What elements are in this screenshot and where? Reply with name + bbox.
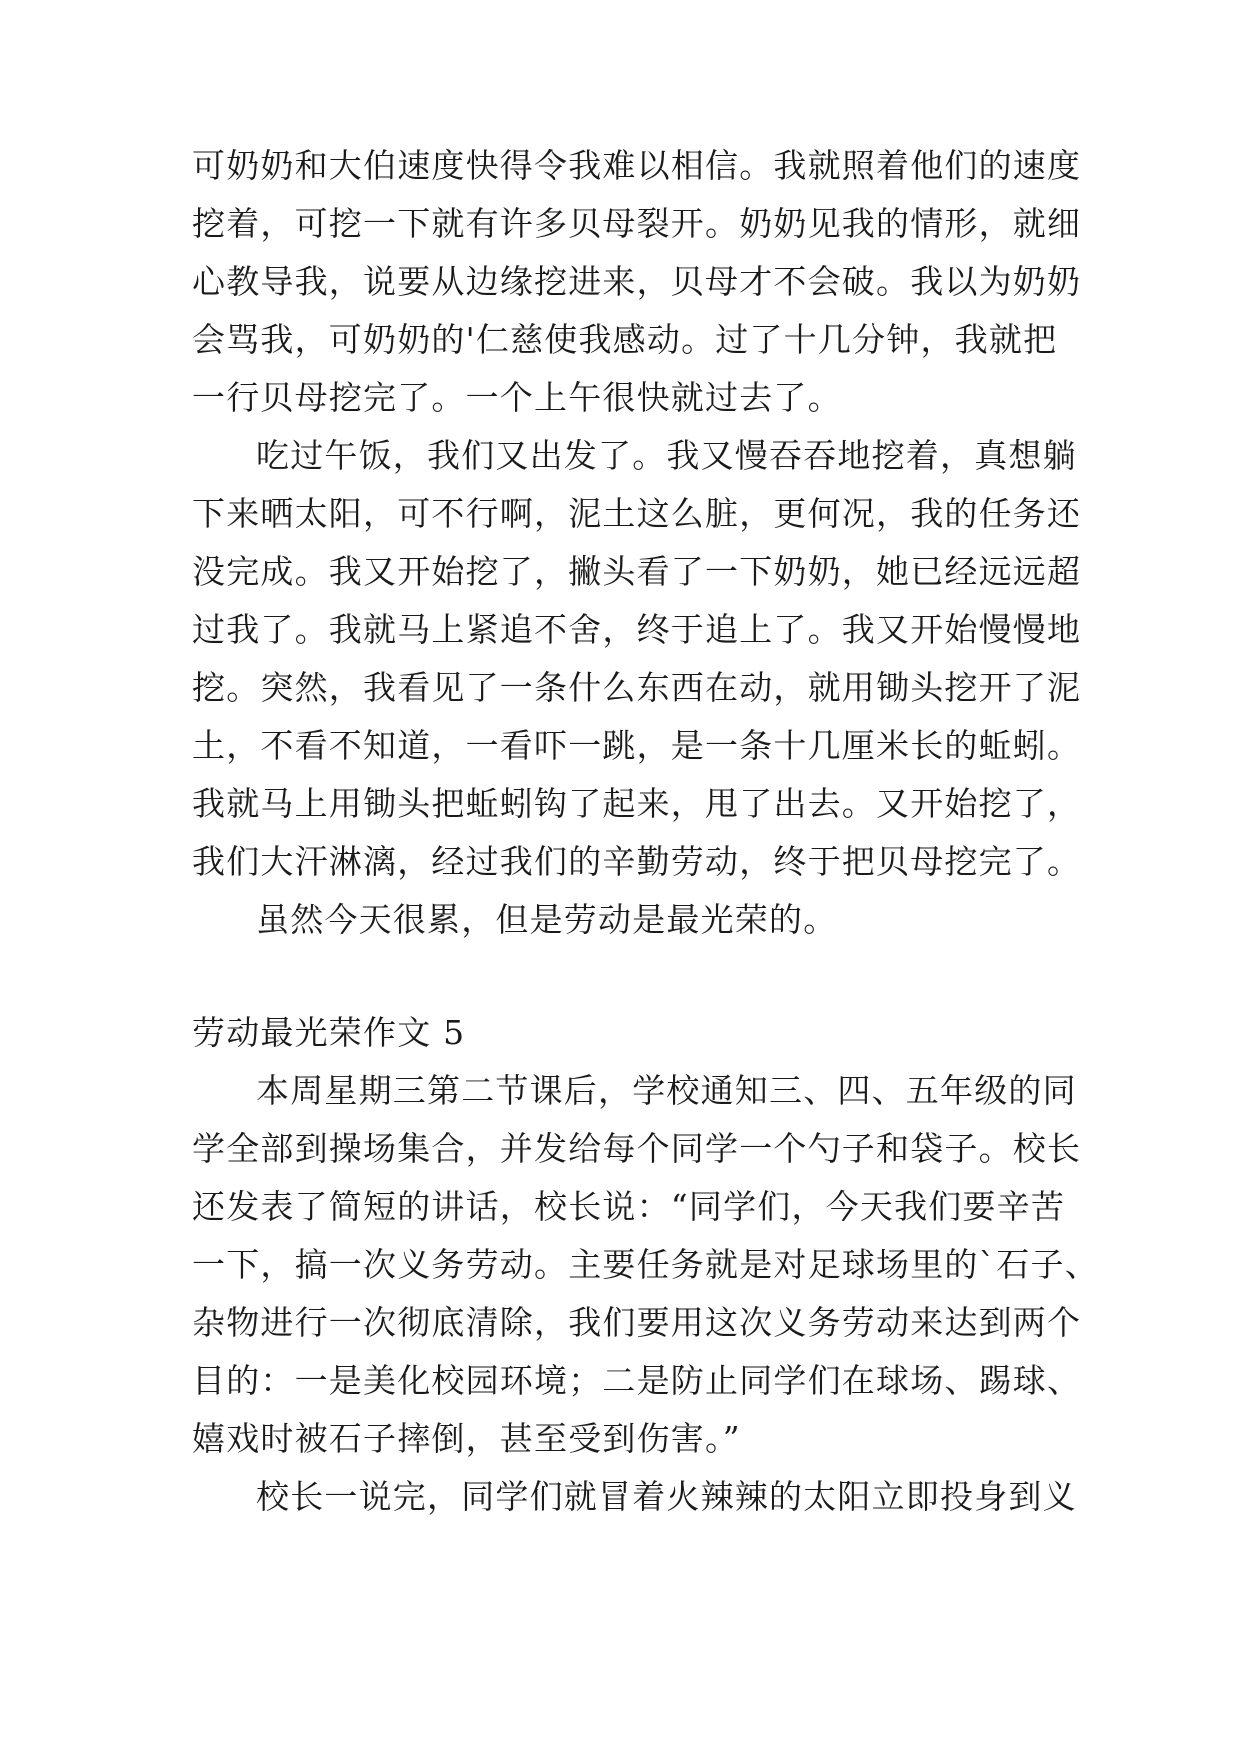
paragraph-line: 吃过午饭，我们又出发了。我又慢吞吞地挖着，真想躺 [256, 436, 1077, 475]
paragraph-line: 虽然今天很累，但是劳动是最光荣的。 [256, 900, 838, 939]
paragraph-line: 心教导我，说要从边缘挖进来，贝母才不会破。我以为奶奶 [192, 262, 1082, 301]
paragraph-line: 本周星期三第二节课后，学校通知三、四、五年级的同 [256, 1071, 1077, 1110]
paragraph-line: 下来晒太阳，可不行啊，泥土这么脏，更何况，我的任务还 [192, 494, 1082, 533]
paragraph-line: 我就马上用锄头把蚯蚓钩了起来，甩了出去。又开始挖了， [192, 784, 1082, 823]
paragraph-line: 可奶奶和大伯速度快得令我难以相信。我就照着他们的速度 [192, 146, 1082, 185]
paragraph-line: 杂物进行一次彻底清除，我们要用这次义务劳动来达到两个 [192, 1303, 1082, 1342]
paragraph-line: 会骂我，可奶奶的'仁慈使我感动。过了十几分钟，我就把 [192, 320, 1058, 359]
paragraph-line: 目的：一是美化校园环境；二是防止同学们在球场、踢球、 [192, 1361, 1082, 1400]
paragraph-line: 我们大汗淋漓，经过我们的辛勤劳动，终于把贝母挖完了。 [192, 842, 1082, 881]
paragraph-line: 校长一说完，同学们就冒着火辣辣的太阳立即投身到义 [256, 1477, 1077, 1516]
paragraph-line: 嬉戏时被石子摔倒，甚至受到伤害。” [192, 1419, 741, 1458]
paragraph-line: 过我了。我就马上紧追不舍，终于追上了。我又开始慢慢地 [192, 610, 1082, 649]
paragraph-line: 学全部到操场集合，并发给每个同学一个勺子和袋子。校长 [192, 1129, 1082, 1168]
paragraph-line: 挖着，可挖一下就有许多贝母裂开。奶奶见我的情形，就细 [192, 204, 1082, 243]
paragraph-line: 还发表了简短的讲话，校长说：“同学们，今天我们要辛苦 [192, 1187, 1066, 1226]
paragraph-line: 一下，搞一次义务劳动。主要任务就是对足球场里的`石子、 [192, 1245, 1099, 1284]
paragraph-line: 一行贝母挖完了。一个上午很快就过去了。 [192, 378, 842, 417]
paragraph-line: 土，不看不知道，一看吓一跳，是一条十几厘米长的蚯蚓。 [192, 726, 1082, 765]
paragraph-line: 挖。突然，我看见了一条什么东西在动，就用锄头挖开了泥 [192, 668, 1082, 707]
paragraph-line: 没完成。我又开始挖了，撇头看了一下奶奶，她已经远远超 [192, 552, 1082, 591]
section-heading: 劳动最光荣作文 5 [192, 1013, 466, 1052]
